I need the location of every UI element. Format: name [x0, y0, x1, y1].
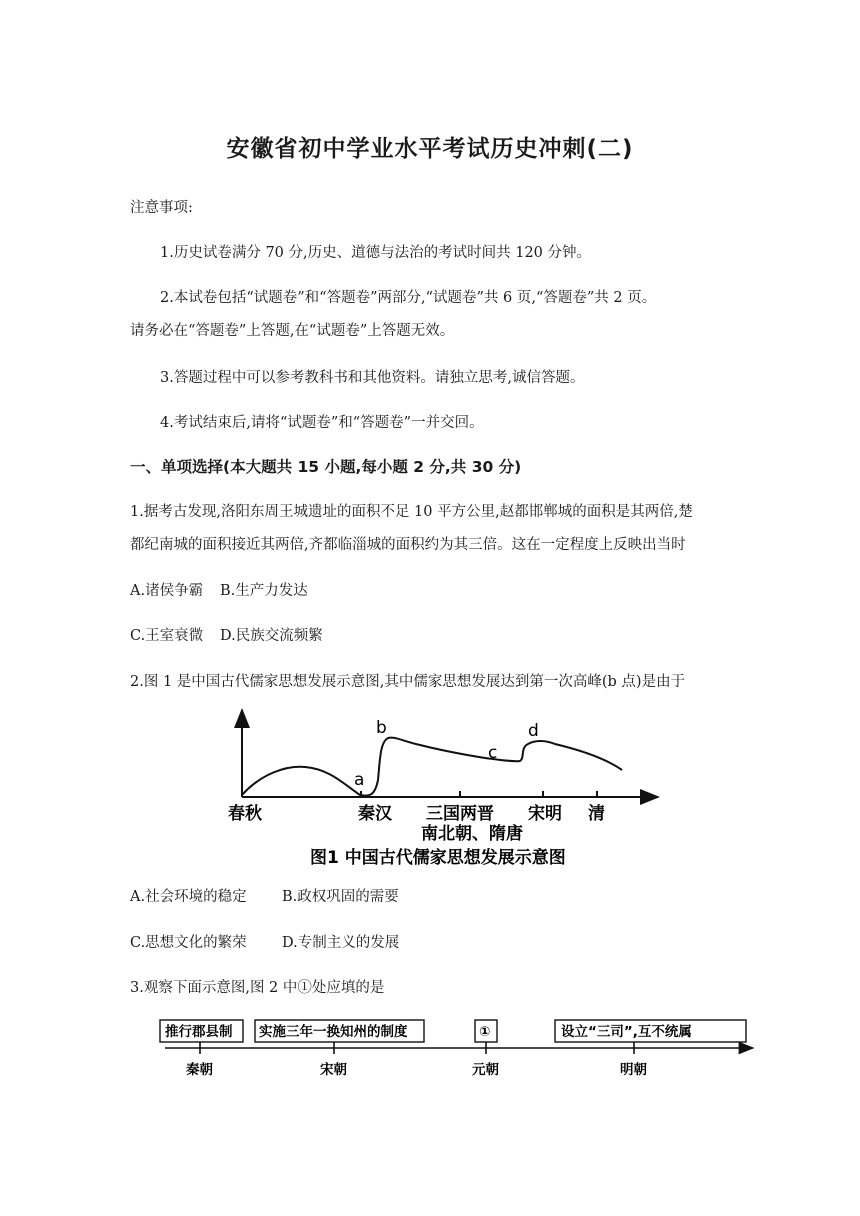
note-item-4: 4.考试结束后,请将“试题卷”和“答题卷”一并交回。 — [160, 415, 484, 431]
axis-label-qinhan: 秦汉 — [358, 804, 392, 824]
axis-label-sanguo: 三国两晋 — [426, 804, 494, 824]
box-song-text: 实施三年一换知州的制度 — [259, 1024, 408, 1040]
point-label-b: b — [376, 718, 387, 738]
q2-option-a: A.社会环境的稳定 — [130, 889, 247, 905]
axis-label-songming: 宋明 — [528, 804, 562, 824]
q2-stem: 2.图 1 是中国古代儒家思想发展示意图,其中儒家思想发展达到第一次高峰(b 点)是由于 — [130, 674, 686, 690]
box-ming-text: 设立“三司”,互不统属 — [561, 1024, 692, 1040]
label-yuan: 元朝 — [472, 1062, 499, 1078]
point-label-d: d — [528, 721, 539, 741]
q1-option-b: B.生产力发达 — [220, 583, 308, 599]
axis-label-qing: 清 — [588, 804, 605, 824]
q1-stem-line2: 都纪南城的面积接近其两倍,齐都临淄城的面积约为其三倍。这在一定程度上反映出当时 — [130, 537, 686, 553]
box-yuan-text: ① — [479, 1024, 491, 1040]
q1-option-a: A.诸侯争霸 — [130, 583, 204, 599]
q2-option-d: D.专制主义的发展 — [282, 935, 400, 951]
axis-label-chunqiu: 春秋 — [228, 804, 262, 824]
note-item-2: 2.本试卷包括“试题卷”和“答题卷”两部分,“试题卷”共 6 页,“答题卷”共 2 页。 — [160, 290, 657, 306]
q2-option-c: C.思想文化的繁荣 — [130, 935, 247, 951]
note-item-1: 1.历史试卷满分 70 分,历史、道德与法治的考试时间共 120 分钟。 — [160, 245, 592, 261]
note-item-2-continued: 请务必在“答题卷”上答题,在“试题卷”上答题无效。 — [130, 323, 455, 339]
axis-label-nanbeichao: 南北朝、隋唐 — [421, 824, 523, 844]
label-song: 宋朝 — [320, 1062, 347, 1078]
figure-2-timeline — [155, 1012, 760, 1087]
point-label-c: c — [488, 743, 498, 763]
page-title: 安徽省初中学业水平考试历史冲刺(二) — [226, 136, 634, 162]
notes-heading: 注意事项: — [130, 200, 193, 216]
q2-option-b: B.政权巩固的需要 — [282, 889, 399, 905]
figure-1-confucianism-diagram — [220, 700, 670, 875]
development-curve — [242, 738, 622, 796]
section-heading: 一、单项选择(本大题共 15 小题,每小题 2 分,共 30 分) — [130, 458, 522, 476]
q3-stem: 3.观察下面示意图,图 2 中①处应填的是 — [130, 980, 385, 996]
q1-option-c: C.王室衰微 — [130, 628, 204, 644]
q1-option-d: D.民族交流频繁 — [220, 628, 323, 644]
figure-1-caption: 图1 中国古代儒家思想发展示意图 — [310, 848, 566, 868]
box-qin-text: 推行郡县制 — [165, 1024, 233, 1040]
point-label-a: a — [354, 770, 365, 790]
label-ming: 明朝 — [620, 1062, 647, 1078]
q1-stem-line1: 1.据考古发现,洛阳东周王城遗址的面积不足 10 平方公里,赵都邯郸城的面积是其两倍,楚 — [130, 504, 693, 520]
note-item-3: 3.答题过程中可以参考教科书和其他资料。请独立思考,诚信答题。 — [160, 370, 585, 386]
label-qin: 秦朝 — [186, 1062, 213, 1078]
